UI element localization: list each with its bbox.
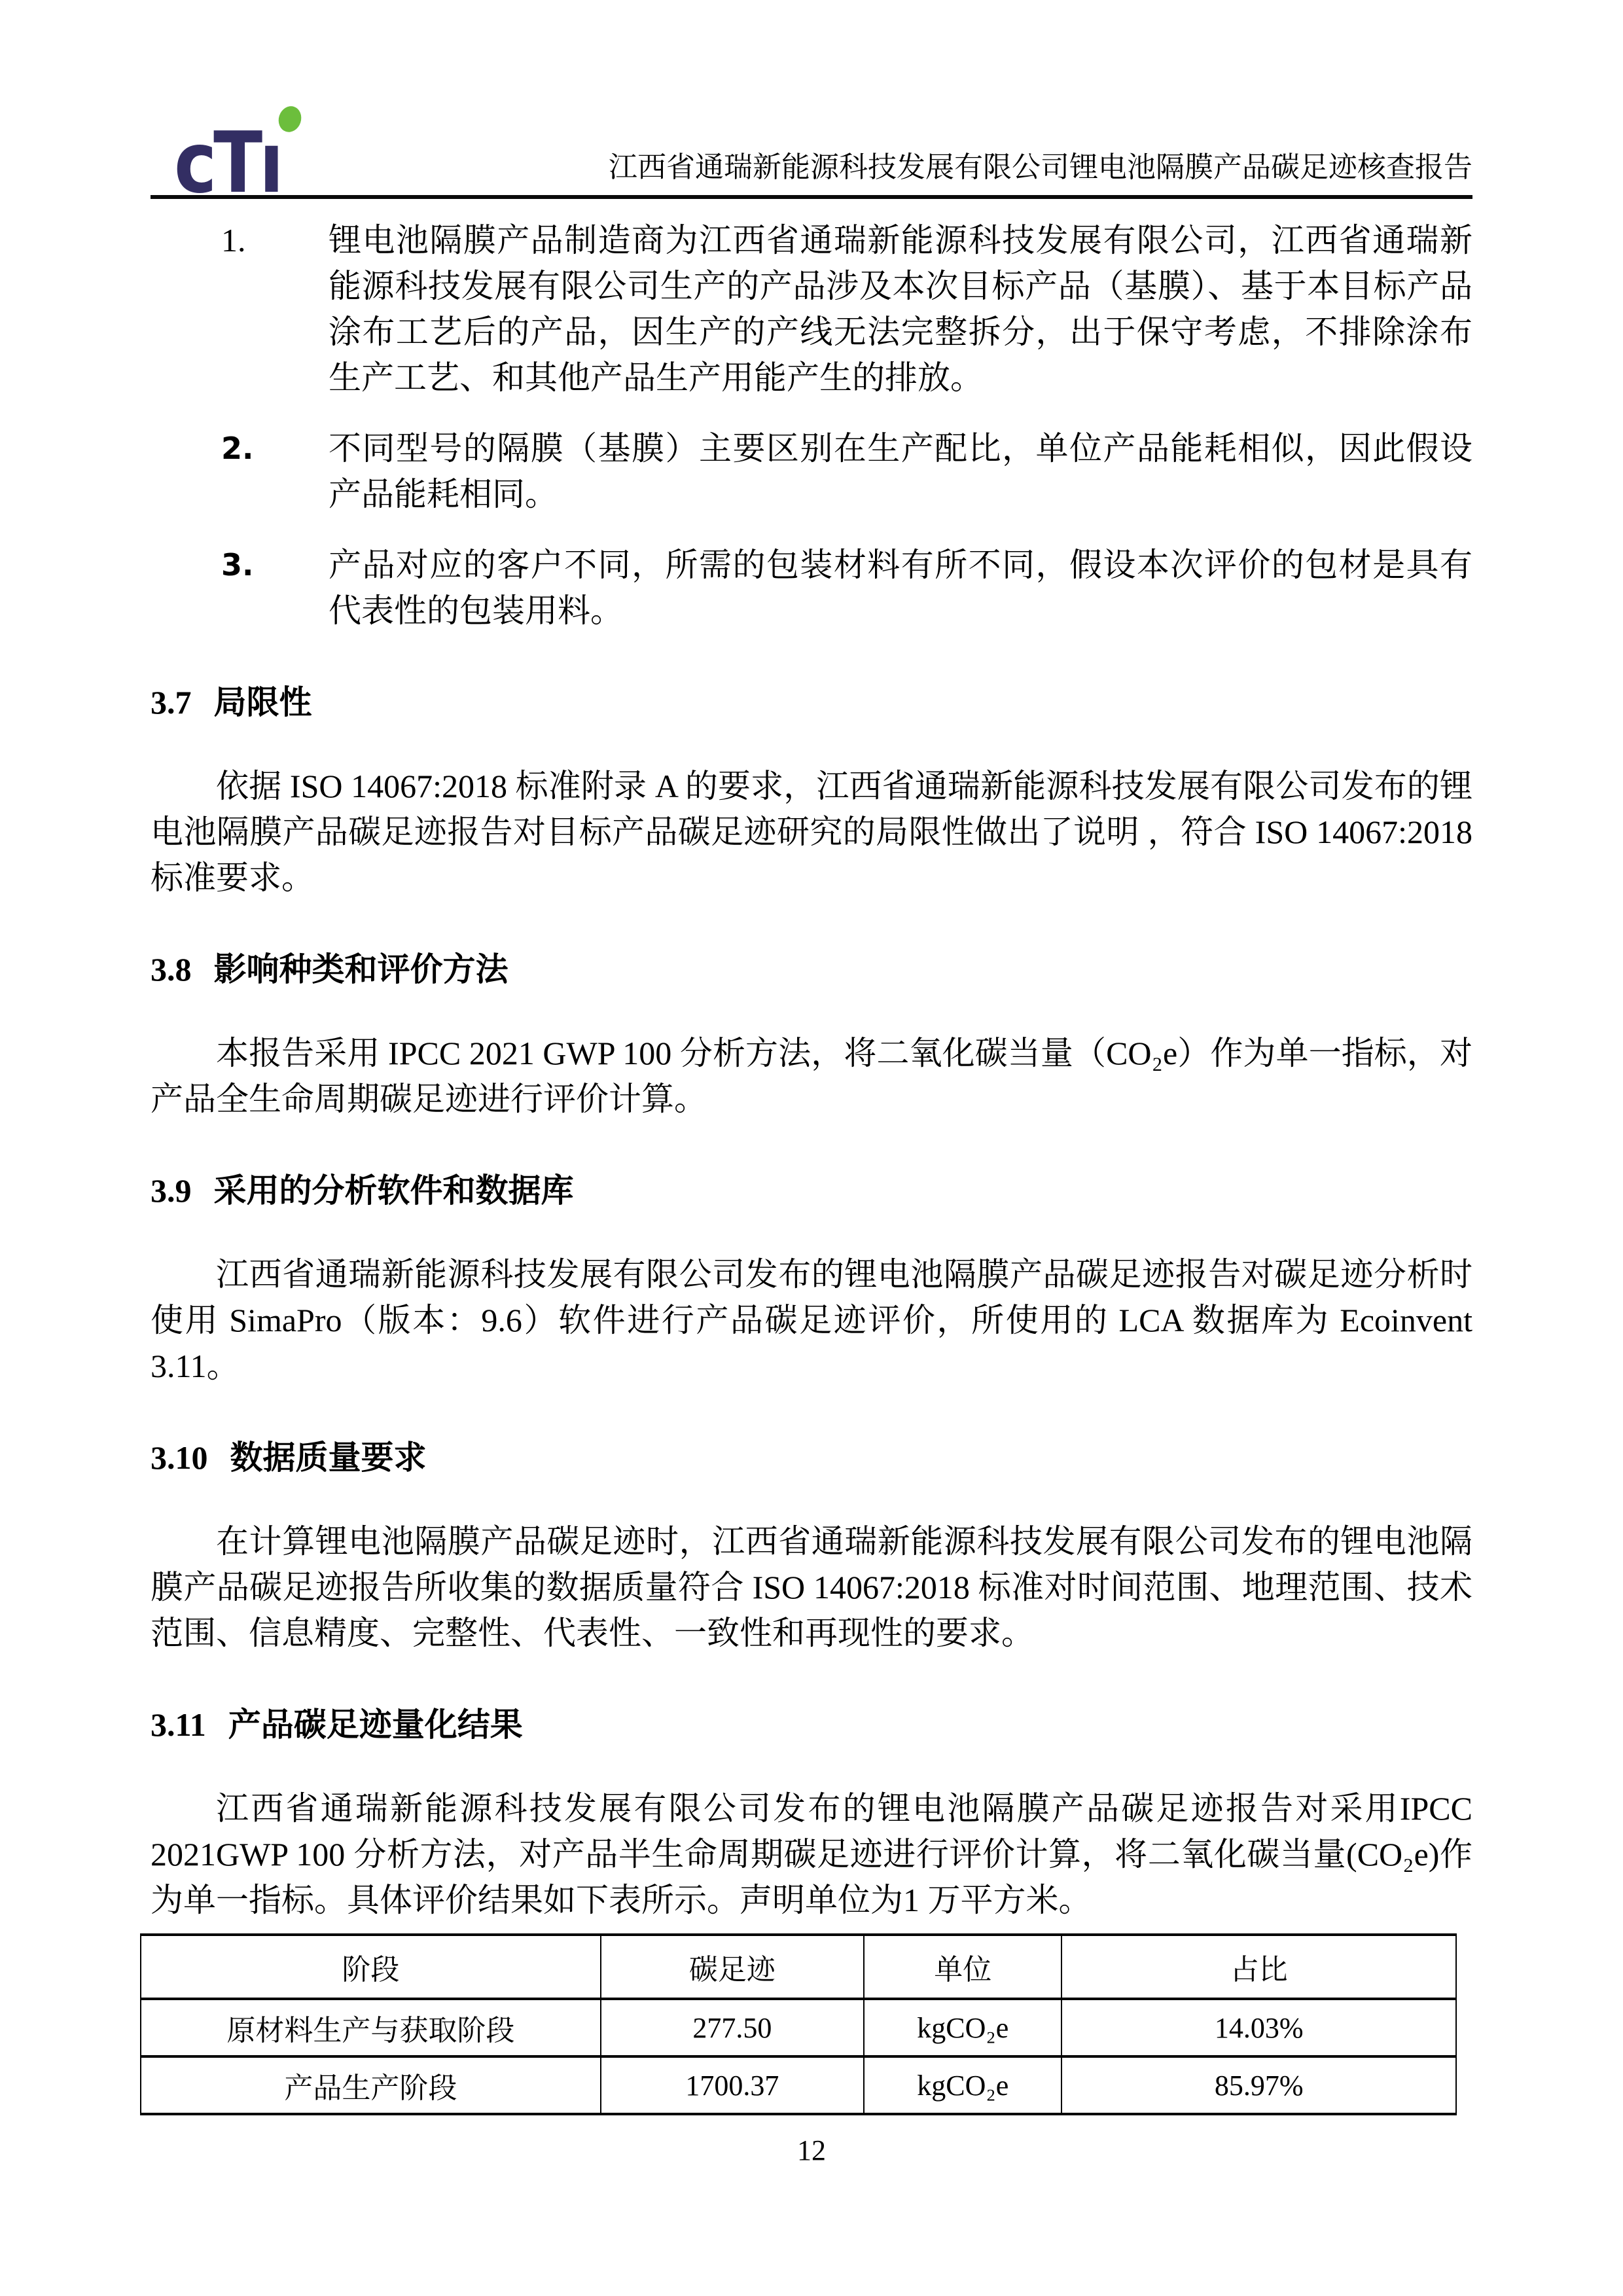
cell-share: 85.97% <box>1061 2056 1456 2114</box>
section-paragraph: 江西省通瑞新能源科技发展有限公司发布的锂电池隔膜产品碳足迹报告对碳足迹分析时使用 SimaPro（版本：9.6）软件进行产品碳足迹评价，所使用的 LCA 数据库为 Ecoinvent 3.11。 <box>151 1256 1472 1384</box>
section-title: 产品碳足迹量化结果 <box>228 1706 523 1743</box>
section-quantified-results <box>151 1702 1472 1923</box>
list-item <box>151 425 1472 517</box>
cti-logo-letters: cTı <box>174 115 281 212</box>
list-item <box>151 217 1472 401</box>
list-item-text: 产品对应的客户不同，所需的包装材料有所不同，假设本次评价的包材是具有代表性的包装用料。 <box>329 547 1472 629</box>
section-heading <box>151 946 1472 992</box>
section-title: 局限性 <box>213 684 312 721</box>
section-title: 数据质量要求 <box>230 1439 427 1476</box>
list-item-number: 1. <box>221 222 246 259</box>
cell-unit: kgCO₂e <box>864 1999 1061 2056</box>
assumption-list <box>151 217 1472 634</box>
cell-footprint: 1700.37 <box>601 2056 864 2114</box>
cell-stage: 产品生产阶段 <box>141 2056 601 2114</box>
page-header <box>151 0 1472 212</box>
section-number: 3.10 <box>151 1439 208 1476</box>
column-header-share: 占比 <box>1061 1935 1456 1999</box>
page-number: 12 <box>797 2134 826 2166</box>
cti-logo <box>174 115 312 212</box>
section-paragraph: 在计算锂电池隔膜产品碳足迹时，江西省通瑞新能源科技发展有限公司发布的锂电池隔膜产品碳足迹报告所收集的数据质量符合 ISO 14067:2018 标准对时间范围、地理范围、技术范围、信息精度、完整性、代表性、一致性和再现性的要求。 <box>151 1523 1472 1651</box>
section-software-database <box>151 1168 1472 1389</box>
table-header <box>141 1935 1456 1999</box>
report-header-title: 江西省通瑞新能源科技发展有限公司锂电池隔膜产品碳足迹核查报告 <box>609 151 1472 183</box>
table-row <box>141 1999 1456 2056</box>
table-header-row <box>141 1935 1456 1999</box>
section-paragraph: 本报告采用 IPCC 2021 GWP 100 分析方法，将二氧化碳当量（CO₂e）作为单一指标，对产品全生命周期碳足迹进行评价计算。 <box>151 1035 1472 1117</box>
section-limitations <box>151 679 1472 901</box>
section-heading <box>151 679 1472 725</box>
section-heading <box>151 1702 1472 1748</box>
section-paragraph: 江西省通瑞新能源科技发展有限公司发布的锂电池隔膜产品碳足迹报告对采用IPCC 2021GWP 100 分析方法，对产品半生命周期碳足迹进行评价计算，将二氧化碳当量(CO₂e)作为单一指标。具体评价结果如下表所示。声明单位为1 万平方米。 <box>151 1790 1472 1918</box>
section-heading <box>151 1435 1472 1480</box>
section-number: 3.8 <box>151 951 192 988</box>
column-header-unit: 单位 <box>864 1935 1061 1999</box>
column-header-footprint: 碳足迹 <box>601 1935 864 1999</box>
list-item-text: 锂电池隔膜产品制造商为江西省通瑞新能源科技发展有限公司，江西省通瑞新能源科技发展有限公司生产的产品涉及本次目标产品（基膜）、基于本目标产品涂布工艺后的产品，因生产的产线无法完整拆分，出于保守考虑，不排除涂布生产工艺、和其他产品生产用能产生的排放。 <box>329 222 1472 396</box>
section-number: 3.11 <box>151 1706 206 1743</box>
cell-footprint: 277.50 <box>601 1999 864 2056</box>
section-data-quality <box>151 1435 1472 1656</box>
cell-unit: kgCO₂e <box>864 2056 1061 2114</box>
list-item-number: 3. <box>221 547 254 583</box>
section-number: 3.7 <box>151 684 192 721</box>
cell-stage: 原材料生产与获取阶段 <box>141 1999 601 2056</box>
cell-share: 14.03% <box>1061 1999 1456 2056</box>
list-item-number: 2. <box>221 431 254 466</box>
table-row <box>141 2056 1456 2114</box>
carbon-footprint-results-table <box>140 1933 1457 2115</box>
section-heading <box>151 1168 1472 1213</box>
column-header-stage: 阶段 <box>141 1935 601 1999</box>
list-item-text: 不同型号的隔膜（基膜）主要区别在生产配比，单位产品能耗相似，因此假设产品能耗相同。 <box>329 430 1472 512</box>
section-impact-categories <box>151 946 1472 1122</box>
list-item <box>151 542 1472 634</box>
table-body <box>141 1999 1456 2114</box>
section-paragraph: 依据 ISO 14067:2018 标准附录 A 的要求，江西省通瑞新能源科技发展有限公司发布的锂电池隔膜产品碳足迹报告对目标产品碳足迹研究的局限性做出了说明 ，符合 ISO 14067:2018 标准要求。 <box>151 768 1472 896</box>
section-number: 3.9 <box>151 1172 192 1209</box>
section-title: 影响种类和评价方法 <box>213 951 508 988</box>
section-title: 采用的分析软件和数据库 <box>213 1172 574 1209</box>
